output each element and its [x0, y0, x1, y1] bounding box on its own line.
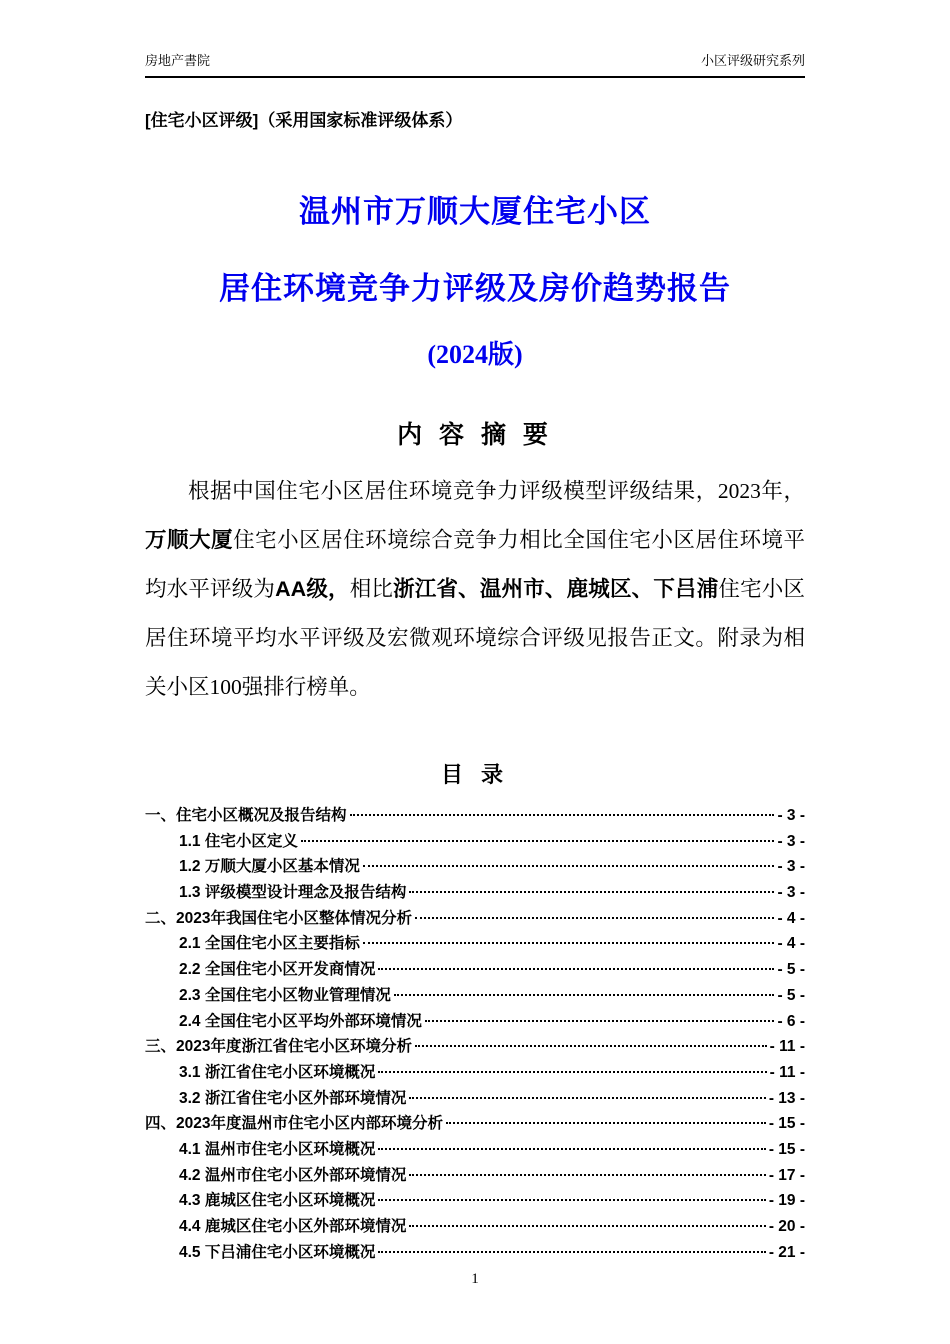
abstract-segment: AA级， — [275, 577, 350, 601]
toc-entry-label: 2.3 全国住宅小区物业管理情况 — [179, 986, 391, 1004]
toc-entry-label: 3.1 浙江省住宅小区环境概况 — [179, 1063, 376, 1081]
toc-entry[interactable] — [145, 983, 805, 1009]
report-title-line1: 温州市万顺大厦住宅小区 — [299, 194, 651, 229]
toc-entry-page: - 5 - — [777, 961, 805, 979]
toc-dot-leader — [409, 1225, 765, 1227]
toc-entry[interactable] — [145, 803, 805, 829]
toc-entry-label: 4.5 下吕浦住宅小区环境概况 — [179, 1243, 376, 1261]
toc-heading: 目 录 — [440, 762, 510, 787]
toc-entry[interactable] — [145, 957, 805, 983]
toc-entry-label: 一、住宅小区概况及报告结构 — [145, 807, 347, 824]
toc-entry-label: 4.3 鹿城区住宅小区环境概况 — [179, 1192, 376, 1210]
toc-entry[interactable] — [145, 906, 805, 932]
page-number: 1 — [471, 1271, 479, 1287]
toc-entry[interactable] — [145, 880, 805, 906]
toc-entry-page: - 19 - — [768, 1192, 805, 1210]
abstract-segment: 浙江省、温州市、鹿城区、下吕浦 — [393, 577, 719, 601]
toc-entry-label: 3.2 浙江省住宅小区外部环境情况 — [179, 1089, 407, 1107]
report-title-edition: (2024版) — [427, 340, 523, 369]
toc-entry[interactable] — [145, 1111, 805, 1137]
toc-entry[interactable] — [145, 1086, 805, 1112]
toc-dot-leader — [301, 840, 775, 842]
toc-dot-leader — [378, 968, 774, 970]
toc-dot-leader — [378, 1148, 765, 1150]
toc-entry-label: 2.1 全国住宅小区主要指标 — [179, 935, 360, 953]
toc-entry[interactable] — [145, 1240, 805, 1266]
toc-entry-label: 三、2023年度浙江省住宅小区环境分析 — [145, 1038, 412, 1056]
toc-entry[interactable] — [145, 1188, 805, 1214]
toc-entry-page: - 3 - — [777, 807, 805, 824]
toc-entry[interactable] — [145, 931, 805, 957]
toc-entry-label: 4.4 鹿城区住宅小区外部环境情况 — [179, 1218, 407, 1235]
toc-entry-label: 1.1 住宅小区定义 — [179, 832, 298, 850]
toc-entry-label: 二、2023年我国住宅小区整体情况分析 — [145, 909, 412, 927]
toc-entry-page: - 15 - — [768, 1140, 805, 1158]
toc-dot-leader — [409, 1174, 765, 1176]
toc-dot-leader — [378, 1199, 765, 1201]
toc-entry-label: 4.2 温州市住宅小区外部环境情况 — [179, 1166, 407, 1184]
toc-dot-leader — [363, 942, 775, 944]
toc-entry-page: - 21 - — [768, 1243, 805, 1261]
toc-dot-leader — [415, 1045, 767, 1047]
toc-entry-page: - 20 - — [768, 1218, 805, 1235]
toc-list — [145, 803, 805, 1265]
abstract-segment: 万顺大厦 — [145, 528, 234, 552]
toc-entry-label: 2.2 全国住宅小区开发商情况 — [179, 961, 376, 979]
toc-dot-leader — [378, 1071, 766, 1073]
toc-dot-leader — [409, 891, 774, 893]
page-header — [145, 0, 805, 69]
toc-entry-page: - 3 - — [777, 884, 805, 902]
toc-entry-label: 4.1 温州市住宅小区环境概况 — [179, 1140, 376, 1158]
abstract-segment: 住宅小区居住环境平均水平评级及宏微观环境综合评级见报告正文。附录为相关小区100强排行榜单。 — [145, 577, 805, 699]
toc-dot-leader — [415, 917, 774, 919]
toc-entry[interactable] — [145, 829, 805, 855]
toc-entry-page: - 11 - — [769, 1063, 805, 1081]
toc-entry-page: - 4 - — [777, 909, 805, 927]
abstract-paragraph — [145, 467, 805, 712]
toc-dot-leader — [446, 1122, 766, 1124]
toc-entry-page: - 17 - — [768, 1166, 805, 1184]
toc-dot-leader — [394, 994, 775, 996]
abstract-segment: 相比 — [349, 577, 394, 601]
header-right-text: 小区评级研究系列 — [700, 53, 805, 68]
toc-entry[interactable] — [145, 1034, 805, 1060]
toc-entry-label: 1.3 评级模型设计理念及报告结构 — [179, 884, 407, 902]
toc-entry-label: 2.4 全国住宅小区平均外部环境情况 — [179, 1012, 422, 1030]
report-title-line2: 居住环境竞争力评级及房价趋势报告 — [219, 271, 731, 306]
toc-dot-leader — [350, 814, 775, 816]
report-type-line: [住宅小区评级]（采用国家标准评级体系） — [145, 111, 463, 130]
toc-entry-page: - 13 - — [768, 1089, 805, 1107]
toc-entry-page: - 6 - — [777, 1012, 805, 1030]
toc-dot-leader — [363, 865, 775, 867]
toc-entry[interactable] — [145, 854, 805, 880]
toc-entry[interactable] — [145, 1214, 805, 1240]
header-left-text: 房地产書院 — [145, 53, 211, 68]
toc-entry-page: - 3 - — [777, 858, 805, 876]
toc-entry-page: - 5 - — [777, 986, 805, 1004]
toc-entry-page: - 4 - — [777, 935, 805, 953]
header-rule — [145, 76, 805, 78]
toc-entry-page: - 3 - — [777, 832, 805, 850]
toc-entry[interactable] — [145, 1060, 805, 1086]
toc-dot-leader — [378, 1251, 765, 1253]
abstract-segment: 住宅小区居住环境综合竞争力相比全国住宅小区居住环境平均水平评级为 — [145, 528, 805, 601]
toc-dot-leader — [409, 1097, 765, 1099]
toc-dot-leader — [425, 1020, 775, 1022]
toc-entry[interactable] — [145, 1163, 805, 1189]
toc-entry[interactable] — [145, 1137, 805, 1163]
toc-entry-page: - 11 - — [769, 1038, 805, 1056]
abstract-heading: 内 容 摘 要 — [397, 421, 553, 449]
toc-entry[interactable] — [145, 1009, 805, 1035]
toc-entry-label: 四、2023年度温州市住宅小区内部环境分析 — [145, 1115, 443, 1133]
toc-entry-label: 1.2 万顺大厦小区基本情况 — [179, 858, 360, 876]
toc-entry-page: - 15 - — [768, 1115, 805, 1133]
abstract-segment: 根据中国住宅小区居住环境竞争力评级模型评级结果，2023年， — [188, 479, 805, 503]
